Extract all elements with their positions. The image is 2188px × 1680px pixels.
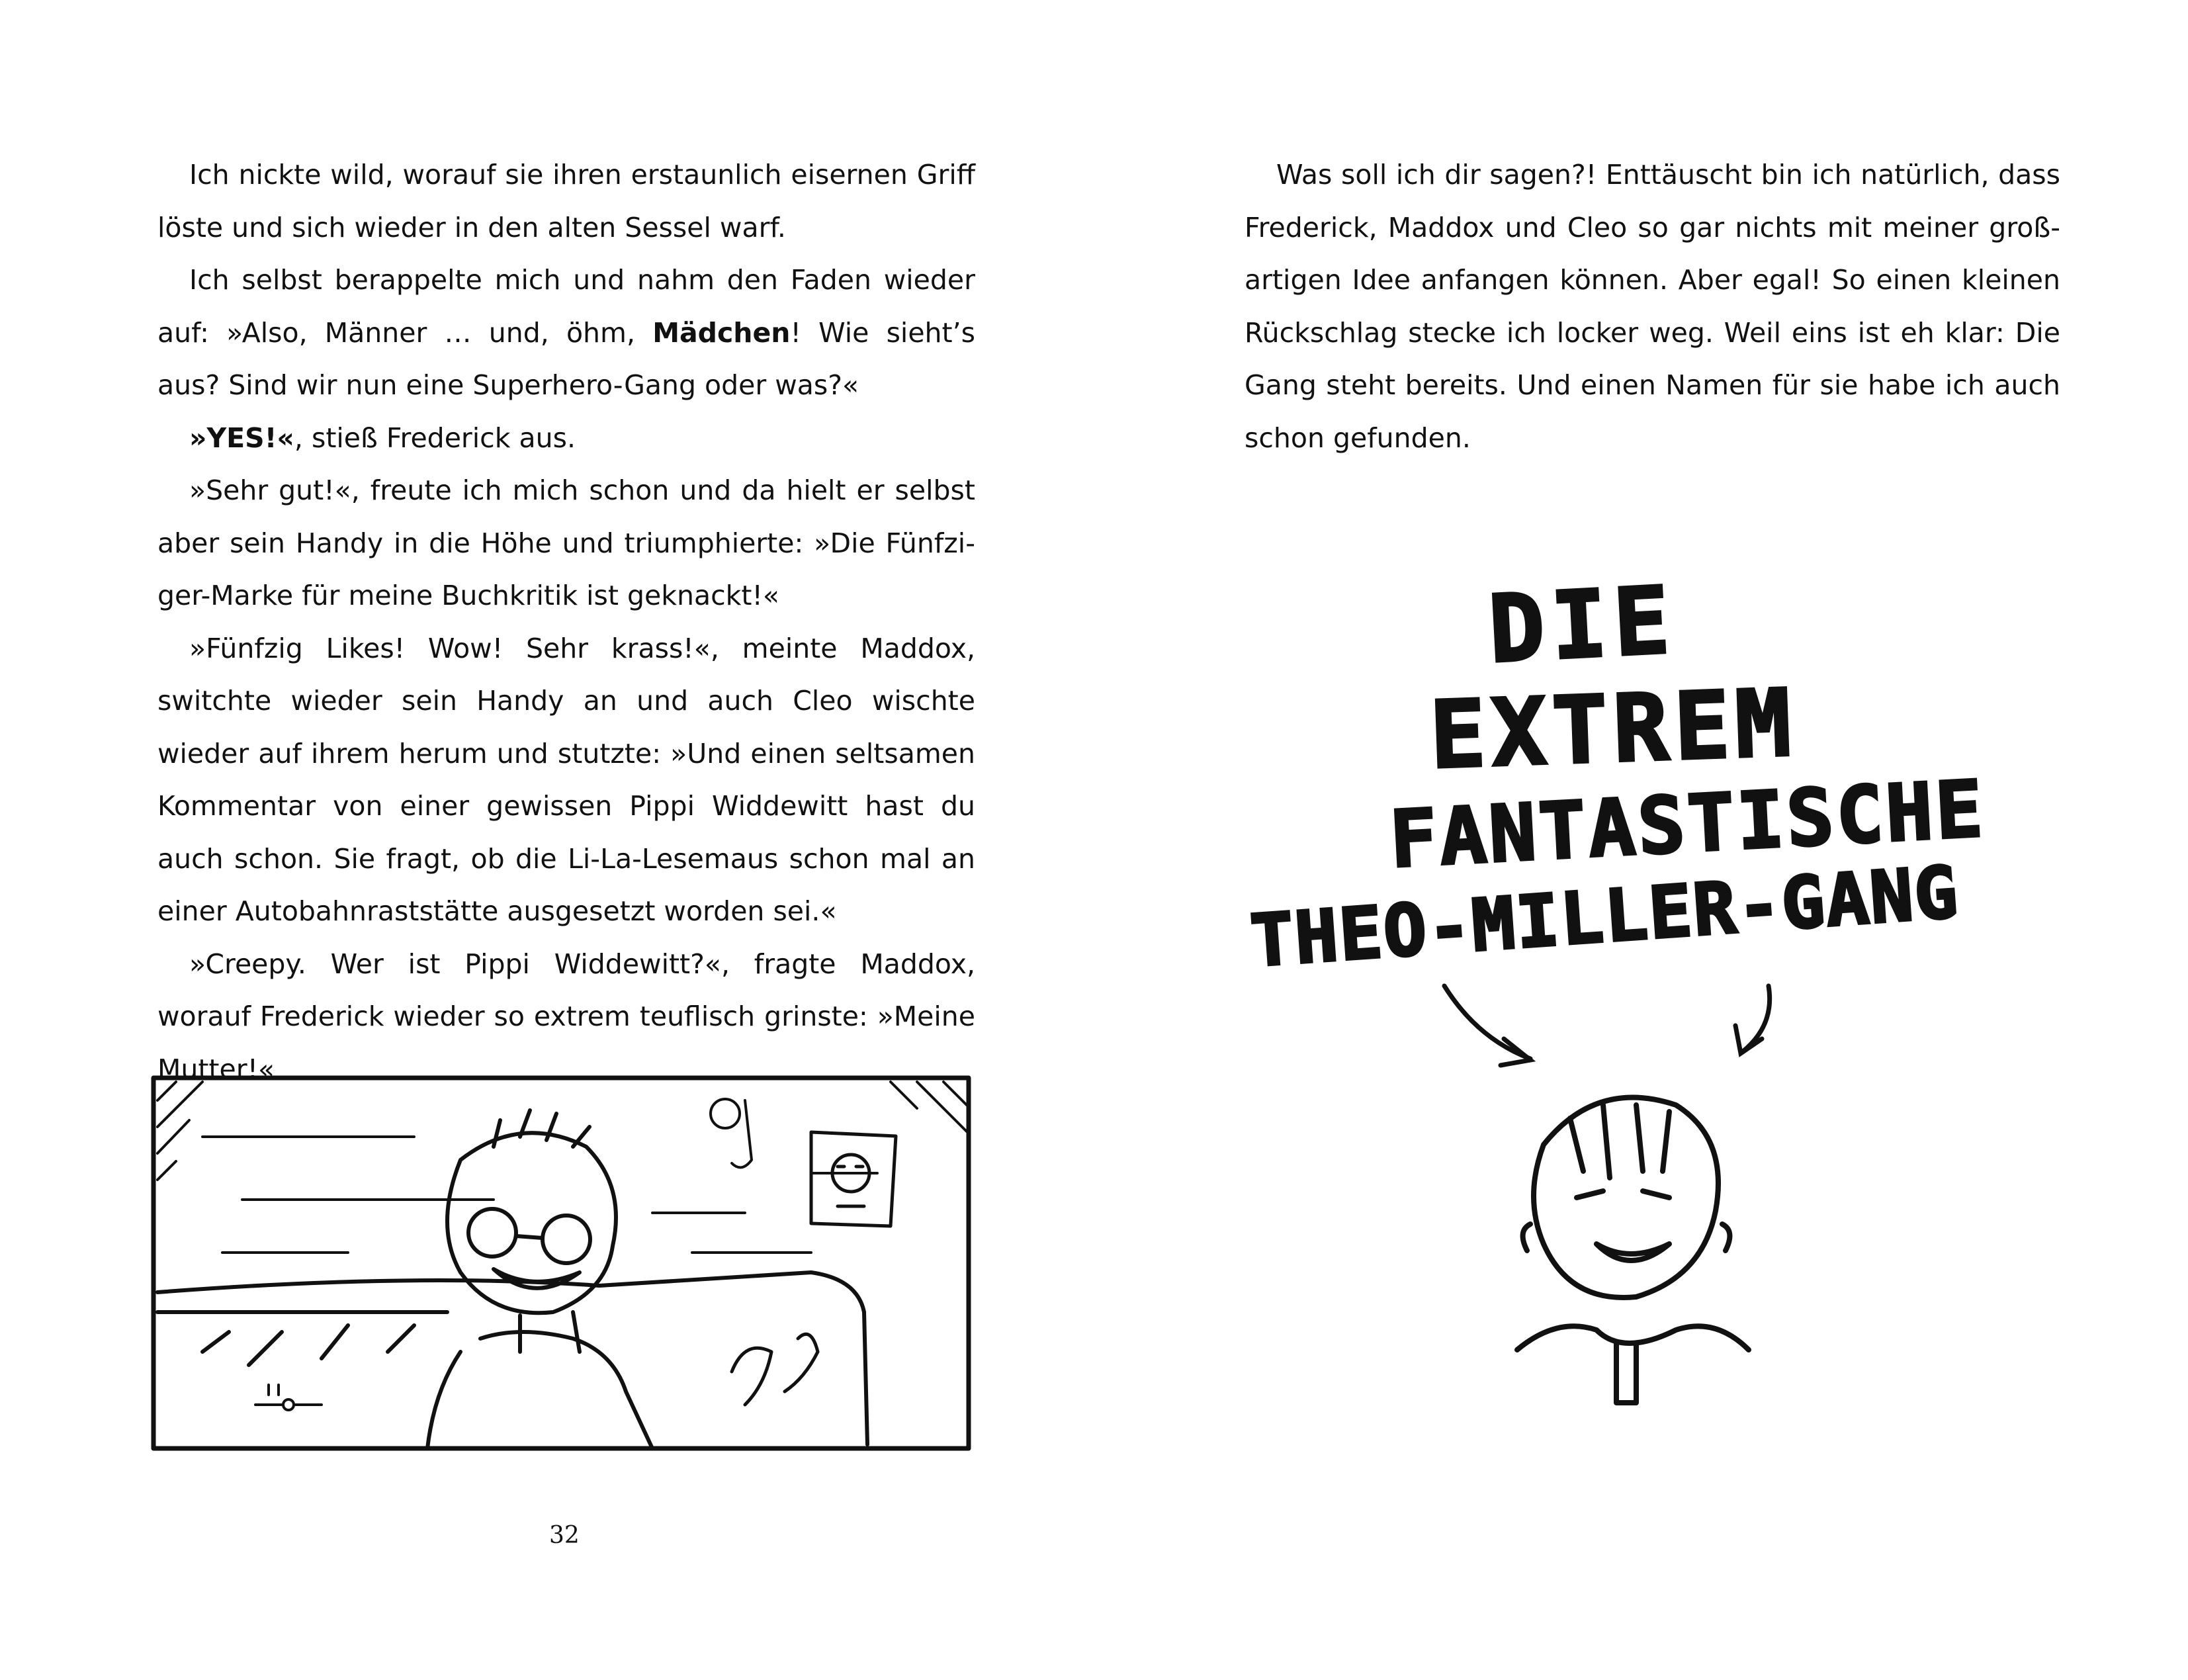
right-page (1094, 0, 2188, 1680)
emphasis-text: »YES!« (189, 421, 294, 454)
paragraph-text: , stieß Frederick aus. (294, 421, 576, 454)
paragraph: Was soll ich dir sagen?! Enttäuscht bin ich natürlich, dass Frederick, Maddox und Cleo so gar nichts mit meiner großartigen Idee anfangen können. Aber egal! So einen kleinen Rückschlag stecke ich locker weg. Weil eins ist eh klar: Die Gang steht bereits. Und einen Namen für sie habe ich auch schon gefunden. (1245, 159, 2060, 454)
gang-title-illustration (1226, 562, 2073, 1423)
paragraph-text: Ich selbst berappelte mich und nahm den Faden wieder auf: »Also, Männer … und, öhm, (157, 264, 975, 349)
title-line-4: THEO-MILLER-GANG (1248, 851, 1962, 983)
title-line-2: EXTREM (1428, 669, 1798, 790)
wall-doodle (711, 1099, 752, 1167)
wall-hatching (157, 1082, 969, 1253)
left-page-text (157, 149, 975, 1096)
title-line-3: FANTASTISCHE (1387, 763, 1988, 885)
paragraph: Ich nickte wild, worauf sie ihren erstaunlich eisernen Griff löste und sich wieder in den alten Sessel warf. (157, 159, 975, 243)
arrows (1444, 986, 1770, 1065)
paragraph (157, 412, 975, 465)
page-number: 32 (549, 1522, 580, 1549)
title-line-1: DIE (1486, 566, 1679, 684)
floor-doodle (255, 1385, 322, 1410)
paragraph: »Sehr gut!«, freute ich mich schon und da hielt er selbst aber sein Handy in die Höhe und triumphierte: »Die Fünfziger-Marke für meine Buchkritik ist geknackt!« (157, 474, 975, 611)
paragraph: »Fünfzig Likes! Wow! Sehr krass!«, meinte Maddox, switchte wieder sein Handy an und auch Cleo wischte wieder auf ihrem herum und stutzte: »Und einen seltsamen Kommentar von einer gewissen Pippi Widdewitt hast du auch schon. Sie fragt, ob die Li-La-Lesemaus schon mal an einer Autobahnraststätte ausgesetzt worden sei.« (157, 632, 975, 927)
emphasis-text: Mädchen (652, 316, 791, 349)
comic-panel-illustration (150, 1074, 973, 1452)
paragraph-text: ! Wie sieht’s aus? Sind wir nun eine Superhero-Gang oder was?« (157, 316, 975, 401)
paragraph: »Creepy. Wer ist Pippi Widdewitt?«, fragte Maddox, worauf Frederick wieder so extrem teuflisch grinste: »Meine Mutter!« (157, 948, 975, 1085)
paragraph (157, 254, 975, 412)
sofa (157, 1272, 867, 1444)
theo-portrait (1517, 1098, 1749, 1403)
right-page-text (1245, 149, 2060, 464)
hand-gesture (732, 1334, 818, 1405)
framed-picture (811, 1132, 896, 1226)
